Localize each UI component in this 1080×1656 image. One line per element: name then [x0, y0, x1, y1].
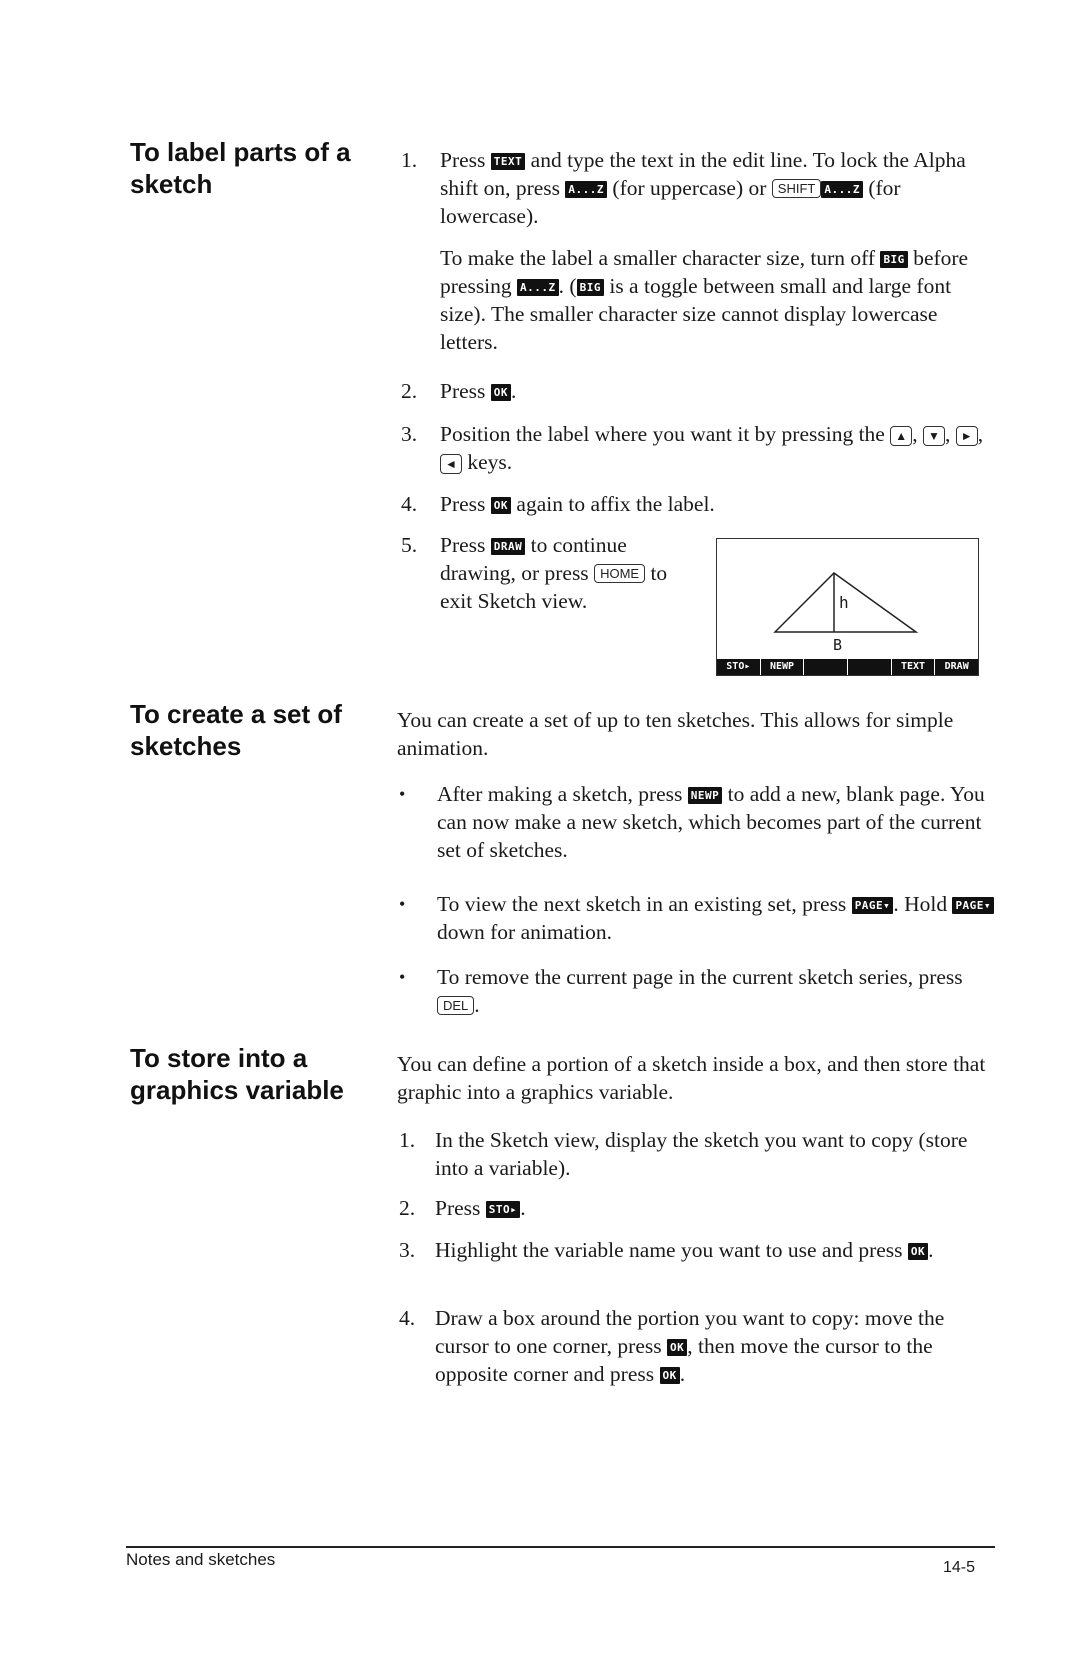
- page-softkey[interactable]: PAGE▾: [852, 897, 894, 914]
- step-text: In the Sketch view, display the sketch you want to copy (store into a variable).: [435, 1128, 968, 1180]
- newp-softkey[interactable]: NEWP: [688, 787, 723, 804]
- section-heading-store-graphic: To store into a graphics variable: [130, 1043, 344, 1105]
- home-key[interactable]: HOME: [594, 564, 645, 583]
- left-arrow-key[interactable]: ◄: [440, 454, 462, 474]
- step-number: 4.: [399, 1306, 416, 1330]
- step-number: 1.: [399, 1128, 416, 1152]
- big-softkey[interactable]: BIG: [880, 251, 907, 268]
- ok-softkey[interactable]: OK: [491, 497, 511, 514]
- down-arrow-key[interactable]: ▼: [923, 426, 945, 446]
- note-paragraph: To make the label a smaller character size, turn off BIG before pressing A...Z . ( BIG is a toggle between small and large font size). The smaller character size cannot display lowercase letters.: [440, 246, 969, 354]
- del-key[interactable]: DEL: [437, 996, 474, 1015]
- bullet: •: [399, 894, 406, 914]
- intro-paragraph: You can define a portion of a sketch inside a box, and then store that graphic into a graphics variable.: [397, 1052, 986, 1104]
- ok-softkey[interactable]: OK: [667, 1339, 687, 1356]
- up-arrow-key[interactable]: ▲: [890, 426, 912, 446]
- intro-paragraph: You can create a set of up to ten sketches. This allows for simple animation.: [397, 708, 954, 760]
- step-number: 3.: [399, 1238, 416, 1262]
- page-softkey[interactable]: PAGE▾: [952, 897, 994, 914]
- az-softkey[interactable]: A...Z: [517, 279, 559, 296]
- step-text: Draw a box around the portion you want to copy: move the cursor to one corner, press OK , then move the cursor to the opposite corner and press OK .: [435, 1306, 945, 1386]
- az-softkey[interactable]: A...Z: [565, 181, 607, 198]
- step-text: Highlight the variable name you want to use and press OK .: [435, 1238, 934, 1262]
- sto-softkey[interactable]: STO▸: [486, 1201, 521, 1218]
- right-arrow-key[interactable]: ►: [956, 426, 978, 446]
- step-number: 3.: [401, 422, 418, 446]
- menu-text[interactable]: TEXT: [892, 659, 936, 675]
- step-text: Press DRAW to continue drawing, or press HOME to exit Sketch view.: [440, 533, 668, 613]
- ok-softkey[interactable]: OK: [491, 384, 511, 401]
- bullet-text: To remove the current page in the current sketch series, press DEL .: [437, 965, 963, 1017]
- label-b: B: [833, 636, 843, 654]
- step-text: Position the label where you want it by pressing the ▲ , ▼ , ► , ◄ keys.: [440, 422, 984, 474]
- step-number: 1.: [401, 148, 418, 172]
- shift-key[interactable]: SHIFT: [772, 179, 822, 198]
- step-text: Press TEXT and type the text in the edit line. To lock the Alpha shift on, press A...Z (for uppercase) or SHIFT A...Z (for lowercase).: [440, 148, 966, 228]
- step-text: Press STO▸ .: [435, 1196, 526, 1220]
- step-number: 4.: [401, 492, 418, 516]
- bullet-text: To view the next sketch in an existing set, press PAGE▾ . Hold PAGE▾ down for animation.: [437, 890, 997, 946]
- bullet: •: [399, 784, 406, 804]
- menu-empty: [848, 659, 892, 675]
- section-heading-label-parts: To label parts of a sketch: [130, 137, 351, 199]
- step-number: 2.: [399, 1196, 416, 1220]
- step-number: 5.: [401, 533, 418, 557]
- footer-chapter-title: Notes and sketches: [126, 1550, 276, 1569]
- text-softkey[interactable]: TEXT: [491, 153, 526, 170]
- ok-softkey[interactable]: OK: [660, 1367, 680, 1384]
- bullet-text: After making a sketch, press NEWP to add a new, blank page. You can now make a new sketch, which becomes part of the current set of sketches.: [437, 782, 985, 862]
- step-text: Press OK again to affix the label.: [440, 492, 715, 516]
- az-softkey[interactable]: A...Z: [821, 181, 863, 198]
- menu-sto[interactable]: STO▸: [717, 659, 761, 675]
- ok-softkey[interactable]: OK: [908, 1243, 928, 1260]
- section-heading-create-set: To create a set of sketches: [130, 699, 342, 761]
- label-h: h: [839, 593, 849, 612]
- menu-draw[interactable]: DRAW: [944, 661, 969, 672]
- calculator-screen: [716, 538, 979, 676]
- step-number: 2.: [401, 379, 418, 403]
- big-softkey[interactable]: BIG: [577, 279, 604, 296]
- footer-divider: [126, 1546, 995, 1548]
- menu-newp[interactable]: NEWP: [761, 659, 805, 675]
- step-text: Press OK .: [440, 379, 517, 403]
- softkey-menu: [717, 659, 978, 675]
- menu-empty: [804, 659, 848, 675]
- page-number: 14-5: [943, 1559, 976, 1576]
- draw-softkey[interactable]: DRAW: [491, 538, 526, 555]
- bullet: •: [399, 967, 406, 987]
